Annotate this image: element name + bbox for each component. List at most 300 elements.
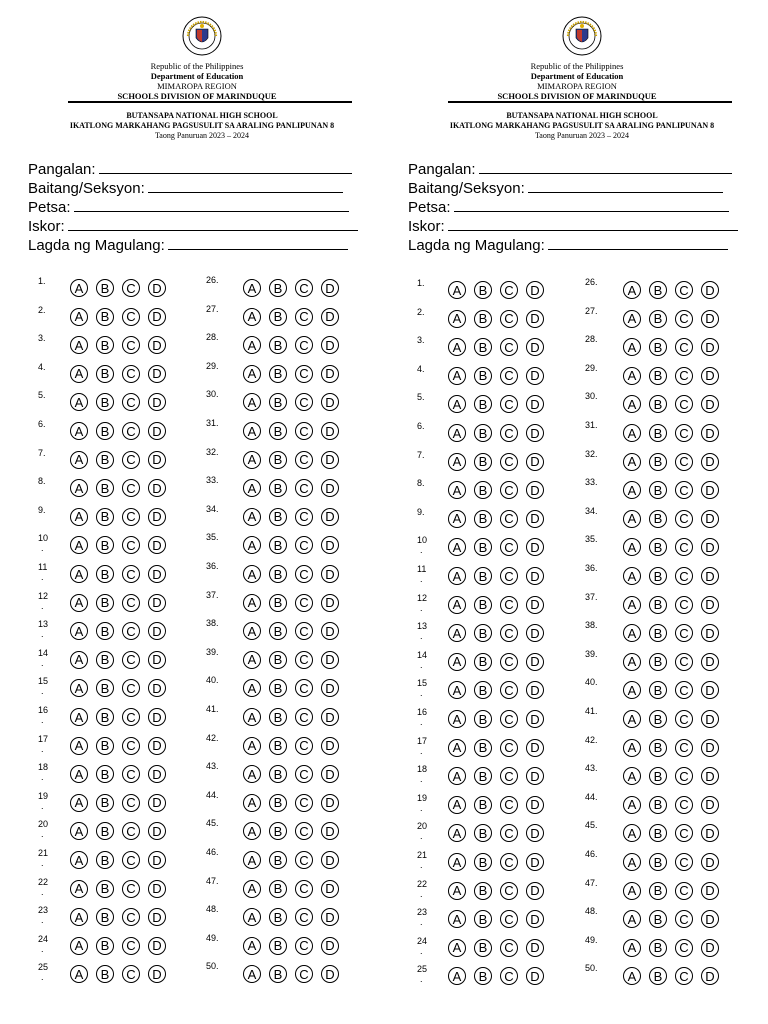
bubble-24-c[interactable]: C	[500, 939, 518, 957]
bubble-41-c[interactable]: C	[675, 710, 693, 728]
bubble-18-d[interactable]: D	[148, 765, 166, 783]
bubble-16-d[interactable]: D	[148, 708, 166, 726]
bubble-10-a[interactable]: A	[70, 536, 88, 554]
bubble-46-c[interactable]: C	[675, 853, 693, 871]
bubble-45-a[interactable]: A	[623, 824, 641, 842]
bubble-40-d[interactable]: D	[701, 681, 719, 699]
bubble-46-b[interactable]: B	[649, 853, 667, 871]
bubble-40-c[interactable]: C	[675, 681, 693, 699]
score-line[interactable]	[448, 217, 738, 231]
bubble-47-d[interactable]: D	[321, 880, 339, 898]
bubble-25-a[interactable]: A	[70, 965, 88, 983]
bubble-7-c[interactable]: C	[122, 451, 140, 469]
bubble-35-b[interactable]: B	[269, 536, 287, 554]
bubble-13-c[interactable]: C	[122, 622, 140, 640]
bubble-35-d[interactable]: D	[701, 538, 719, 556]
bubble-4-a[interactable]: A	[70, 365, 88, 383]
bubble-44-c[interactable]: C	[295, 794, 313, 812]
bubble-18-b[interactable]: B	[474, 767, 492, 785]
bubble-48-a[interactable]: A	[623, 910, 641, 928]
bubble-7-a[interactable]: A	[70, 451, 88, 469]
bubble-31-c[interactable]: C	[675, 424, 693, 442]
bubble-50-a[interactable]: A	[243, 965, 261, 983]
bubble-48-c[interactable]: C	[675, 910, 693, 928]
bubble-40-a[interactable]: A	[623, 681, 641, 699]
name-field[interactable]	[28, 160, 352, 179]
bubble-41-d[interactable]: D	[321, 708, 339, 726]
bubble-4-a[interactable]: A	[448, 367, 466, 385]
bubble-15-c[interactable]: C	[122, 679, 140, 697]
bubble-47-c[interactable]: C	[675, 882, 693, 900]
bubble-22-a[interactable]: A	[70, 880, 88, 898]
bubble-1-b[interactable]: B	[96, 279, 114, 297]
bubble-8-d[interactable]: D	[148, 479, 166, 497]
bubble-8-b[interactable]: B	[96, 479, 114, 497]
bubble-50-a[interactable]: A	[623, 967, 641, 985]
bubble-22-c[interactable]: C	[500, 882, 518, 900]
bubble-7-c[interactable]: C	[500, 453, 518, 471]
bubble-30-d[interactable]: D	[321, 393, 339, 411]
bubble-13-d[interactable]: D	[526, 624, 544, 642]
bubble-16-a[interactable]: A	[448, 710, 466, 728]
bubble-32-b[interactable]: B	[649, 453, 667, 471]
bubble-31-c[interactable]: C	[295, 422, 313, 440]
bubble-11-b[interactable]: B	[96, 565, 114, 583]
bubble-2-c[interactable]: C	[122, 308, 140, 326]
bubble-14-c[interactable]: C	[122, 651, 140, 669]
bubble-33-d[interactable]: D	[701, 481, 719, 499]
bubble-31-a[interactable]: A	[243, 422, 261, 440]
bubble-48-d[interactable]: D	[321, 908, 339, 926]
bubble-38-c[interactable]: C	[675, 624, 693, 642]
bubble-11-b[interactable]: B	[474, 567, 492, 585]
bubble-4-b[interactable]: B	[474, 367, 492, 385]
bubble-9-a[interactable]: A	[70, 508, 88, 526]
bubble-5-b[interactable]: B	[96, 393, 114, 411]
bubble-4-d[interactable]: D	[526, 367, 544, 385]
bubble-21-d[interactable]: D	[526, 853, 544, 871]
bubble-5-c[interactable]: C	[122, 393, 140, 411]
bubble-41-b[interactable]: B	[649, 710, 667, 728]
grade-section-line[interactable]	[148, 179, 343, 193]
bubble-4-c[interactable]: C	[500, 367, 518, 385]
name-field[interactable]	[408, 160, 732, 179]
bubble-31-d[interactable]: D	[321, 422, 339, 440]
bubble-18-b[interactable]: B	[96, 765, 114, 783]
bubble-49-d[interactable]: D	[701, 939, 719, 957]
bubble-1-b[interactable]: B	[474, 281, 492, 299]
bubble-16-b[interactable]: B	[474, 710, 492, 728]
bubble-48-b[interactable]: B	[649, 910, 667, 928]
bubble-33-d[interactable]: D	[321, 479, 339, 497]
bubble-27-a[interactable]: A	[243, 308, 261, 326]
bubble-48-d[interactable]: D	[701, 910, 719, 928]
bubble-27-b[interactable]: B	[269, 308, 287, 326]
bubble-48-c[interactable]: C	[295, 908, 313, 926]
bubble-40-d[interactable]: D	[321, 679, 339, 697]
bubble-49-d[interactable]: D	[321, 937, 339, 955]
bubble-44-b[interactable]: B	[269, 794, 287, 812]
bubble-24-c[interactable]: C	[122, 937, 140, 955]
bubble-39-d[interactable]: D	[701, 653, 719, 671]
bubble-29-c[interactable]: C	[295, 365, 313, 383]
bubble-21-a[interactable]: A	[70, 851, 88, 869]
bubble-42-a[interactable]: A	[623, 739, 641, 757]
bubble-7-b[interactable]: B	[474, 453, 492, 471]
bubble-44-a[interactable]: A	[243, 794, 261, 812]
bubble-24-a[interactable]: A	[70, 937, 88, 955]
bubble-15-c[interactable]: C	[500, 681, 518, 699]
bubble-23-d[interactable]: D	[148, 908, 166, 926]
bubble-9-b[interactable]: B	[96, 508, 114, 526]
bubble-46-b[interactable]: B	[269, 851, 287, 869]
bubble-42-b[interactable]: B	[649, 739, 667, 757]
bubble-44-d[interactable]: D	[321, 794, 339, 812]
bubble-31-b[interactable]: B	[269, 422, 287, 440]
bubble-15-a[interactable]: A	[448, 681, 466, 699]
bubble-5-d[interactable]: D	[148, 393, 166, 411]
bubble-45-c[interactable]: C	[675, 824, 693, 842]
bubble-20-b[interactable]: B	[474, 824, 492, 842]
bubble-35-d[interactable]: D	[321, 536, 339, 554]
bubble-4-c[interactable]: C	[122, 365, 140, 383]
bubble-35-b[interactable]: B	[649, 538, 667, 556]
bubble-17-d[interactable]: D	[526, 739, 544, 757]
bubble-39-a[interactable]: A	[623, 653, 641, 671]
bubble-38-c[interactable]: C	[295, 622, 313, 640]
bubble-12-d[interactable]: D	[148, 594, 166, 612]
bubble-2-d[interactable]: D	[526, 310, 544, 328]
bubble-34-b[interactable]: B	[649, 510, 667, 528]
bubble-22-b[interactable]: B	[96, 880, 114, 898]
bubble-9-a[interactable]: A	[448, 510, 466, 528]
bubble-21-b[interactable]: B	[96, 851, 114, 869]
bubble-45-b[interactable]: B	[649, 824, 667, 842]
bubble-33-a[interactable]: A	[243, 479, 261, 497]
bubble-10-a[interactable]: A	[448, 538, 466, 556]
bubble-32-c[interactable]: C	[675, 453, 693, 471]
bubble-7-b[interactable]: B	[96, 451, 114, 469]
grade-section-field[interactable]	[408, 179, 723, 198]
bubble-45-d[interactable]: D	[701, 824, 719, 842]
bubble-37-a[interactable]: A	[243, 594, 261, 612]
bubble-34-a[interactable]: A	[243, 508, 261, 526]
bubble-30-a[interactable]: A	[243, 393, 261, 411]
bubble-26-d[interactable]: D	[321, 279, 339, 297]
bubble-20-a[interactable]: A	[448, 824, 466, 842]
bubble-39-c[interactable]: C	[295, 651, 313, 669]
bubble-21-a[interactable]: A	[448, 853, 466, 871]
bubble-37-c[interactable]: C	[675, 596, 693, 614]
bubble-35-c[interactable]: C	[675, 538, 693, 556]
bubble-12-b[interactable]: B	[474, 596, 492, 614]
bubble-10-d[interactable]: D	[526, 538, 544, 556]
bubble-1-d[interactable]: D	[148, 279, 166, 297]
bubble-40-c[interactable]: C	[295, 679, 313, 697]
bubble-25-d[interactable]: D	[526, 967, 544, 985]
date-line[interactable]	[454, 198, 729, 212]
bubble-15-d[interactable]: D	[148, 679, 166, 697]
bubble-3-c[interactable]: C	[122, 336, 140, 354]
bubble-2-b[interactable]: B	[474, 310, 492, 328]
bubble-36-b[interactable]: B	[269, 565, 287, 583]
bubble-10-d[interactable]: D	[148, 536, 166, 554]
bubble-17-c[interactable]: C	[122, 737, 140, 755]
bubble-34-d[interactable]: D	[701, 510, 719, 528]
bubble-41-d[interactable]: D	[701, 710, 719, 728]
bubble-2-c[interactable]: C	[500, 310, 518, 328]
bubble-15-b[interactable]: B	[474, 681, 492, 699]
bubble-35-c[interactable]: C	[295, 536, 313, 554]
bubble-45-a[interactable]: A	[243, 822, 261, 840]
bubble-17-c[interactable]: C	[500, 739, 518, 757]
bubble-5-a[interactable]: A	[448, 395, 466, 413]
bubble-25-d[interactable]: D	[148, 965, 166, 983]
bubble-26-c[interactable]: C	[295, 279, 313, 297]
bubble-6-d[interactable]: D	[526, 424, 544, 442]
bubble-8-d[interactable]: D	[526, 481, 544, 499]
bubble-8-a[interactable]: A	[70, 479, 88, 497]
bubble-11-a[interactable]: A	[448, 567, 466, 585]
bubble-25-b[interactable]: B	[474, 967, 492, 985]
bubble-41-a[interactable]: A	[623, 710, 641, 728]
bubble-1-d[interactable]: D	[526, 281, 544, 299]
bubble-42-c[interactable]: C	[675, 739, 693, 757]
bubble-42-a[interactable]: A	[243, 737, 261, 755]
bubble-21-c[interactable]: C	[122, 851, 140, 869]
bubble-14-a[interactable]: A	[70, 651, 88, 669]
bubble-16-c[interactable]: C	[500, 710, 518, 728]
bubble-23-d[interactable]: D	[526, 910, 544, 928]
bubble-42-d[interactable]: D	[701, 739, 719, 757]
bubble-50-c[interactable]: C	[295, 965, 313, 983]
bubble-1-a[interactable]: A	[448, 281, 466, 299]
bubble-10-b[interactable]: B	[96, 536, 114, 554]
bubble-15-a[interactable]: A	[70, 679, 88, 697]
bubble-6-a[interactable]: A	[70, 422, 88, 440]
bubble-3-d[interactable]: D	[148, 336, 166, 354]
bubble-14-a[interactable]: A	[448, 653, 466, 671]
bubble-18-d[interactable]: D	[526, 767, 544, 785]
bubble-2-b[interactable]: B	[96, 308, 114, 326]
bubble-22-d[interactable]: D	[148, 880, 166, 898]
bubble-9-d[interactable]: D	[148, 508, 166, 526]
bubble-23-a[interactable]: A	[70, 908, 88, 926]
bubble-3-b[interactable]: B	[474, 338, 492, 356]
bubble-43-a[interactable]: A	[623, 767, 641, 785]
bubble-9-d[interactable]: D	[526, 510, 544, 528]
bubble-42-d[interactable]: D	[321, 737, 339, 755]
bubble-45-c[interactable]: C	[295, 822, 313, 840]
bubble-41-a[interactable]: A	[243, 708, 261, 726]
bubble-18-c[interactable]: C	[122, 765, 140, 783]
bubble-14-b[interactable]: B	[96, 651, 114, 669]
bubble-8-c[interactable]: C	[500, 481, 518, 499]
bubble-13-a[interactable]: A	[448, 624, 466, 642]
parent-signature-field[interactable]	[28, 236, 348, 255]
bubble-46-d[interactable]: D	[321, 851, 339, 869]
bubble-17-d[interactable]: D	[148, 737, 166, 755]
bubble-36-c[interactable]: C	[295, 565, 313, 583]
bubble-38-d[interactable]: D	[321, 622, 339, 640]
bubble-30-d[interactable]: D	[701, 395, 719, 413]
bubble-29-c[interactable]: C	[675, 367, 693, 385]
bubble-19-b[interactable]: B	[96, 794, 114, 812]
bubble-32-c[interactable]: C	[295, 451, 313, 469]
bubble-45-b[interactable]: B	[269, 822, 287, 840]
bubble-43-b[interactable]: B	[649, 767, 667, 785]
date-line[interactable]	[74, 198, 349, 212]
bubble-33-c[interactable]: C	[295, 479, 313, 497]
bubble-49-c[interactable]: C	[675, 939, 693, 957]
bubble-9-b[interactable]: B	[474, 510, 492, 528]
bubble-15-d[interactable]: D	[526, 681, 544, 699]
bubble-19-d[interactable]: D	[526, 796, 544, 814]
bubble-34-d[interactable]: D	[321, 508, 339, 526]
bubble-8-c[interactable]: C	[122, 479, 140, 497]
bubble-46-d[interactable]: D	[701, 853, 719, 871]
bubble-24-b[interactable]: B	[474, 939, 492, 957]
bubble-28-c[interactable]: C	[675, 338, 693, 356]
bubble-13-a[interactable]: A	[70, 622, 88, 640]
bubble-11-a[interactable]: A	[70, 565, 88, 583]
bubble-43-d[interactable]: D	[321, 765, 339, 783]
bubble-31-b[interactable]: B	[649, 424, 667, 442]
bubble-50-c[interactable]: C	[675, 967, 693, 985]
bubble-25-b[interactable]: B	[96, 965, 114, 983]
bubble-14-b[interactable]: B	[474, 653, 492, 671]
bubble-11-c[interactable]: C	[500, 567, 518, 585]
bubble-6-a[interactable]: A	[448, 424, 466, 442]
bubble-38-b[interactable]: B	[269, 622, 287, 640]
date-field[interactable]	[28, 198, 349, 217]
bubble-37-d[interactable]: D	[321, 594, 339, 612]
bubble-40-a[interactable]: A	[243, 679, 261, 697]
bubble-47-a[interactable]: A	[623, 882, 641, 900]
bubble-49-c[interactable]: C	[295, 937, 313, 955]
bubble-24-d[interactable]: D	[526, 939, 544, 957]
bubble-5-c[interactable]: C	[500, 395, 518, 413]
bubble-44-d[interactable]: D	[701, 796, 719, 814]
bubble-23-b[interactable]: B	[96, 908, 114, 926]
bubble-8-a[interactable]: A	[448, 481, 466, 499]
bubble-33-b[interactable]: B	[269, 479, 287, 497]
bubble-36-b[interactable]: B	[649, 567, 667, 585]
bubble-22-c[interactable]: C	[122, 880, 140, 898]
bubble-43-c[interactable]: C	[675, 767, 693, 785]
bubble-31-d[interactable]: D	[701, 424, 719, 442]
bubble-7-a[interactable]: A	[448, 453, 466, 471]
bubble-47-d[interactable]: D	[701, 882, 719, 900]
bubble-20-b[interactable]: B	[96, 822, 114, 840]
bubble-13-b[interactable]: B	[474, 624, 492, 642]
bubble-38-a[interactable]: A	[243, 622, 261, 640]
bubble-39-b[interactable]: B	[269, 651, 287, 669]
bubble-20-c[interactable]: C	[500, 824, 518, 842]
parent-signature-line[interactable]	[548, 236, 728, 250]
bubble-19-a[interactable]: A	[448, 796, 466, 814]
bubble-26-a[interactable]: A	[623, 281, 641, 299]
bubble-10-c[interactable]: C	[122, 536, 140, 554]
bubble-19-c[interactable]: C	[122, 794, 140, 812]
bubble-1-a[interactable]: A	[70, 279, 88, 297]
bubble-24-b[interactable]: B	[96, 937, 114, 955]
bubble-41-b[interactable]: B	[269, 708, 287, 726]
bubble-46-a[interactable]: A	[623, 853, 641, 871]
bubble-22-b[interactable]: B	[474, 882, 492, 900]
bubble-2-a[interactable]: A	[448, 310, 466, 328]
bubble-47-b[interactable]: B	[269, 880, 287, 898]
bubble-50-d[interactable]: D	[701, 967, 719, 985]
bubble-29-d[interactable]: D	[321, 365, 339, 383]
bubble-3-a[interactable]: A	[448, 338, 466, 356]
bubble-33-b[interactable]: B	[649, 481, 667, 499]
bubble-6-b[interactable]: B	[474, 424, 492, 442]
bubble-21-b[interactable]: B	[474, 853, 492, 871]
bubble-34-a[interactable]: A	[623, 510, 641, 528]
bubble-21-d[interactable]: D	[148, 851, 166, 869]
bubble-18-a[interactable]: A	[70, 765, 88, 783]
bubble-36-d[interactable]: D	[321, 565, 339, 583]
bubble-46-a[interactable]: A	[243, 851, 261, 869]
bubble-23-c[interactable]: C	[500, 910, 518, 928]
bubble-28-d[interactable]: D	[321, 336, 339, 354]
bubble-2-a[interactable]: A	[70, 308, 88, 326]
bubble-15-b[interactable]: B	[96, 679, 114, 697]
bubble-2-d[interactable]: D	[148, 308, 166, 326]
score-field[interactable]	[28, 217, 358, 236]
bubble-21-c[interactable]: C	[500, 853, 518, 871]
bubble-30-c[interactable]: C	[675, 395, 693, 413]
bubble-11-d[interactable]: D	[148, 565, 166, 583]
bubble-5-a[interactable]: A	[70, 393, 88, 411]
bubble-30-b[interactable]: B	[649, 395, 667, 413]
bubble-29-b[interactable]: B	[649, 367, 667, 385]
bubble-12-b[interactable]: B	[96, 594, 114, 612]
bubble-48-a[interactable]: A	[243, 908, 261, 926]
bubble-1-c[interactable]: C	[122, 279, 140, 297]
bubble-29-a[interactable]: A	[623, 367, 641, 385]
bubble-28-d[interactable]: D	[701, 338, 719, 356]
bubble-43-a[interactable]: A	[243, 765, 261, 783]
bubble-19-d[interactable]: D	[148, 794, 166, 812]
bubble-25-c[interactable]: C	[500, 967, 518, 985]
bubble-4-d[interactable]: D	[148, 365, 166, 383]
bubble-14-d[interactable]: D	[148, 651, 166, 669]
bubble-34-c[interactable]: C	[295, 508, 313, 526]
grade-section-line[interactable]	[528, 179, 723, 193]
bubble-17-b[interactable]: B	[474, 739, 492, 757]
bubble-7-d[interactable]: D	[526, 453, 544, 471]
bubble-16-a[interactable]: A	[70, 708, 88, 726]
bubble-39-b[interactable]: B	[649, 653, 667, 671]
bubble-50-d[interactable]: D	[321, 965, 339, 983]
bubble-16-d[interactable]: D	[526, 710, 544, 728]
bubble-20-d[interactable]: D	[148, 822, 166, 840]
bubble-14-c[interactable]: C	[500, 653, 518, 671]
bubble-39-d[interactable]: D	[321, 651, 339, 669]
bubble-23-c[interactable]: C	[122, 908, 140, 926]
bubble-16-b[interactable]: B	[96, 708, 114, 726]
bubble-12-a[interactable]: A	[448, 596, 466, 614]
bubble-32-b[interactable]: B	[269, 451, 287, 469]
bubble-26-b[interactable]: B	[649, 281, 667, 299]
bubble-9-c[interactable]: C	[500, 510, 518, 528]
bubble-40-b[interactable]: B	[649, 681, 667, 699]
bubble-42-b[interactable]: B	[269, 737, 287, 755]
bubble-28-b[interactable]: B	[269, 336, 287, 354]
bubble-29-a[interactable]: A	[243, 365, 261, 383]
